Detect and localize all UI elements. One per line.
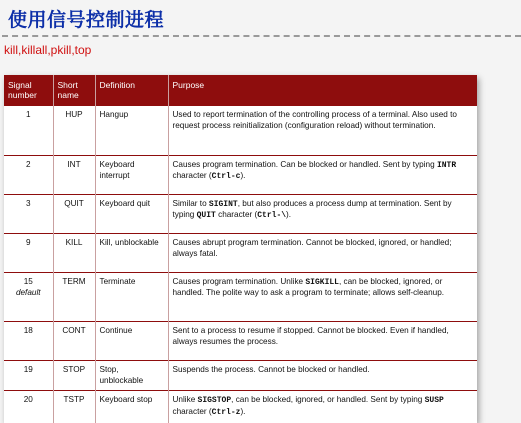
purpose-text: ). bbox=[240, 171, 246, 181]
purpose-text: Causes abrupt program termination. Cannot be blocked, ignored, or handled; always fatal. bbox=[172, 238, 452, 258]
cell-purpose bbox=[168, 106, 477, 156]
default-label: default bbox=[15, 287, 41, 297]
table-row bbox=[4, 195, 477, 234]
slide-title: 使用信号控制进程 bbox=[8, 9, 165, 31]
table-row bbox=[4, 273, 477, 322]
cell-signal-number bbox=[4, 234, 53, 273]
purpose-code: Ctrl-z bbox=[211, 407, 241, 417]
table-row bbox=[4, 322, 477, 361]
cell-purpose bbox=[168, 195, 477, 234]
cell-definition: Kill, unblockable bbox=[95, 234, 168, 273]
signal-number: 20 bbox=[23, 395, 33, 405]
purpose-text: ). bbox=[240, 406, 246, 416]
cell-short-name: KILL bbox=[53, 234, 95, 273]
header-short-name: Short name bbox=[53, 75, 95, 106]
signal-table bbox=[4, 75, 477, 423]
signal-number: 3 bbox=[25, 199, 31, 208]
table-row bbox=[4, 156, 477, 195]
cell-short-name: TSTP bbox=[53, 391, 95, 423]
cell-signal-number bbox=[4, 195, 53, 234]
purpose-code: Ctrl-c bbox=[211, 172, 241, 182]
cell-signal-number bbox=[4, 156, 53, 195]
cell-purpose bbox=[168, 391, 477, 423]
purpose-text: Unlike bbox=[172, 395, 198, 405]
cell-short-name: HUP bbox=[53, 106, 95, 156]
cell-short-name: QUIT bbox=[53, 195, 95, 234]
purpose-text: character ( bbox=[172, 171, 212, 181]
signal-number: 9 bbox=[25, 238, 31, 247]
purpose-code: QUIT bbox=[196, 211, 216, 221]
signal-number: 2 bbox=[25, 160, 31, 169]
signal-number: 19 bbox=[23, 365, 33, 374]
cell-definition: Keyboard interrupt bbox=[95, 156, 168, 195]
cell-short-name: INT bbox=[53, 156, 95, 195]
purpose-text: , can be blocked, ignored, or handled. The polite way to ask a program to terminate; allows self-cleanup. bbox=[172, 277, 445, 298]
purpose-code: INTR bbox=[436, 161, 457, 170]
cell-purpose bbox=[168, 234, 477, 273]
cell-short-name: STOP bbox=[53, 361, 95, 391]
cell-short-name: CONT bbox=[53, 322, 95, 361]
cell-signal-number bbox=[4, 322, 53, 361]
purpose-code: SUSP bbox=[424, 396, 444, 406]
purpose-text: Causes program termination. Unlike bbox=[172, 277, 306, 286]
cell-purpose bbox=[168, 156, 477, 195]
cell-definition: Continue bbox=[95, 322, 168, 361]
purpose-text: , but also produces a process dump at termination. Sent by typing bbox=[172, 199, 452, 220]
table-row bbox=[4, 391, 477, 423]
purpose-code: SIGINT bbox=[208, 200, 238, 209]
purpose-text: character ( bbox=[215, 210, 258, 220]
purpose-text: Sent to a process to resume if stopped. Cannot be blocked. Even if handled, always resumes the process. bbox=[172, 326, 449, 346]
cell-signal-number bbox=[4, 273, 53, 322]
purpose-text: character ( bbox=[172, 406, 212, 416]
cell-definition: Hangup bbox=[95, 106, 168, 156]
header-purpose: Purpose bbox=[168, 75, 477, 106]
purpose-code: SIGSTOP bbox=[197, 396, 232, 406]
title-divider bbox=[2, 35, 521, 37]
cell-definition: Terminate bbox=[95, 273, 168, 322]
cell-purpose bbox=[168, 322, 477, 361]
table-header-row bbox=[4, 75, 477, 106]
cell-purpose bbox=[168, 361, 477, 391]
purpose-text: ). bbox=[286, 210, 292, 220]
purpose-text: Causes program termination. Can be blocked or handled. Sent by typing bbox=[172, 160, 437, 169]
table-row bbox=[4, 106, 477, 156]
header-signal-number: Signal number bbox=[4, 75, 53, 106]
signal-number: 15 bbox=[23, 277, 33, 286]
signal-number: 18 bbox=[23, 326, 33, 335]
purpose-code: Ctrl-\ bbox=[257, 211, 287, 221]
purpose-text: Similar to bbox=[172, 199, 209, 208]
purpose-code: SIGKILL bbox=[305, 278, 339, 287]
table-row bbox=[4, 234, 477, 273]
cell-definition: Keyboard stop bbox=[95, 391, 168, 423]
purpose-text: Suspends the process. Cannot be blocked or handled. bbox=[172, 365, 370, 374]
cell-purpose bbox=[168, 273, 477, 322]
table-row bbox=[4, 361, 477, 391]
header-definition: Definition bbox=[95, 75, 168, 106]
cell-short-name: TERM bbox=[53, 273, 95, 322]
cell-signal-number bbox=[4, 106, 53, 156]
cell-definition: Stop, unblockable bbox=[95, 361, 168, 391]
signal-number: 1 bbox=[25, 110, 31, 119]
cell-definition: Keyboard quit bbox=[95, 195, 168, 234]
cell-signal-number bbox=[4, 361, 53, 391]
command-list: kill,killall,pkill,top bbox=[4, 43, 92, 57]
purpose-text: Used to report termination of the controlling process of a terminal. Also used to request process reinitialization (configuration reload) without termination. bbox=[172, 110, 457, 130]
purpose-text: , can be blocked, ignored, or handled. Sent by typing bbox=[231, 395, 425, 405]
cell-signal-number bbox=[4, 391, 53, 423]
